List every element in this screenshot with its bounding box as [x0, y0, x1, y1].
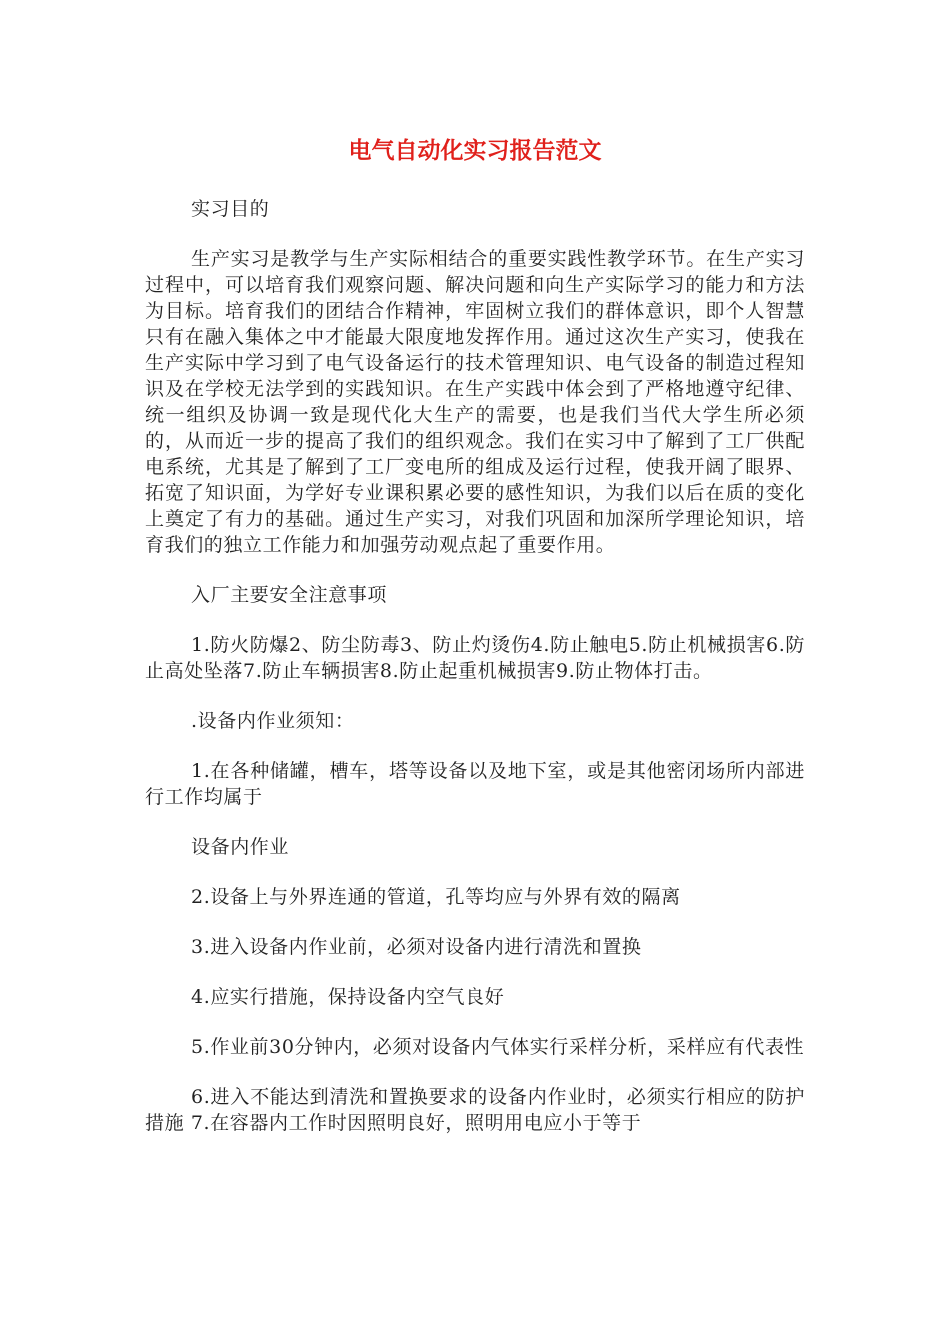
document-title: 电气自动化实习报告范文 — [348, 138, 602, 164]
paragraph-safety-list: 1.防火防爆2、防尘防毒3、防止灼烫伤4.防止触电5.防止机械损害6.防止高处坠落7.防止车辆损害8.防止起重机械损害9.防止物体打击。 — [145, 634, 805, 682]
paragraph-item-3: 3.进入设备内作业前，必须对设备内进行清洗和置换 — [191, 936, 642, 958]
paragraph-heading-purpose: 实习目的 — [191, 198, 270, 220]
paragraph-item-2: 2.设备上与外界连通的管道，孔等均应与外界有效的隔离 — [191, 886, 681, 908]
paragraph-item-4: 4.应实行措施，保持设备内空气良好 — [191, 986, 505, 1008]
paragraph-heading-equipment: .设备内作业须知： — [191, 710, 355, 732]
paragraph-item-1-continued: 设备内作业 — [191, 836, 290, 858]
document-body — [145, 196, 805, 1160]
paragraph-purpose-text: 生产实习是教学与生产实际相结合的重要实践性教学环节。在生产实习过程中，可以培育我们观察问题、解决问题和向生产实际学习的能力和方法为目标。培育我们的团结合作精神，牢固树立我们的群体意识，即个人智慧只有在融入集体之中才能最大限度地发挥作用。通过这次生产实习，使我在生产实际中学习到了电气设备运行的技术管理知识、电气设备的制造过程知识及在学校无法学到的实践知识。在生产实践中体会到了严格地遵守纪律、统一组织及协调一致是现代化大生产的需要，也是我们当代大学生所必须的，从而近一步的提高了我们的组织观念。我们在实习中了解到了工厂供配电系统，尤其是了解到了工厂变电所的组成及运行过程，使我开阔了眼界、拓宽了知识面，为学好专业课积累必要的感性知识，为我们以后在质的变化上奠定了有力的基础。通过生产实习，对我们巩固和加深所学理论知识，培育我们的独立工作能力和加强劳动观点起了重要作用。 — [145, 248, 805, 556]
paragraph-item-5: 5.作业前30分钟内，必须对设备内气体实行采样分析，采样应有代表性 — [191, 1036, 805, 1058]
paragraph-item-1: 1.在各种储罐，槽车，塔等设备以及地下室，或是其他密闭场所内部进行工作均属于 — [145, 760, 805, 808]
paragraph-item-6-7: 6.进入不能达到清洗和置换要求的设备内作业时，必须实行相应的防护措施 7.在容器内工作时因照明良好，照明用电应小于等于 — [145, 1086, 805, 1134]
paragraph-heading-safety: 入厂主要安全注意事项 — [191, 584, 388, 606]
